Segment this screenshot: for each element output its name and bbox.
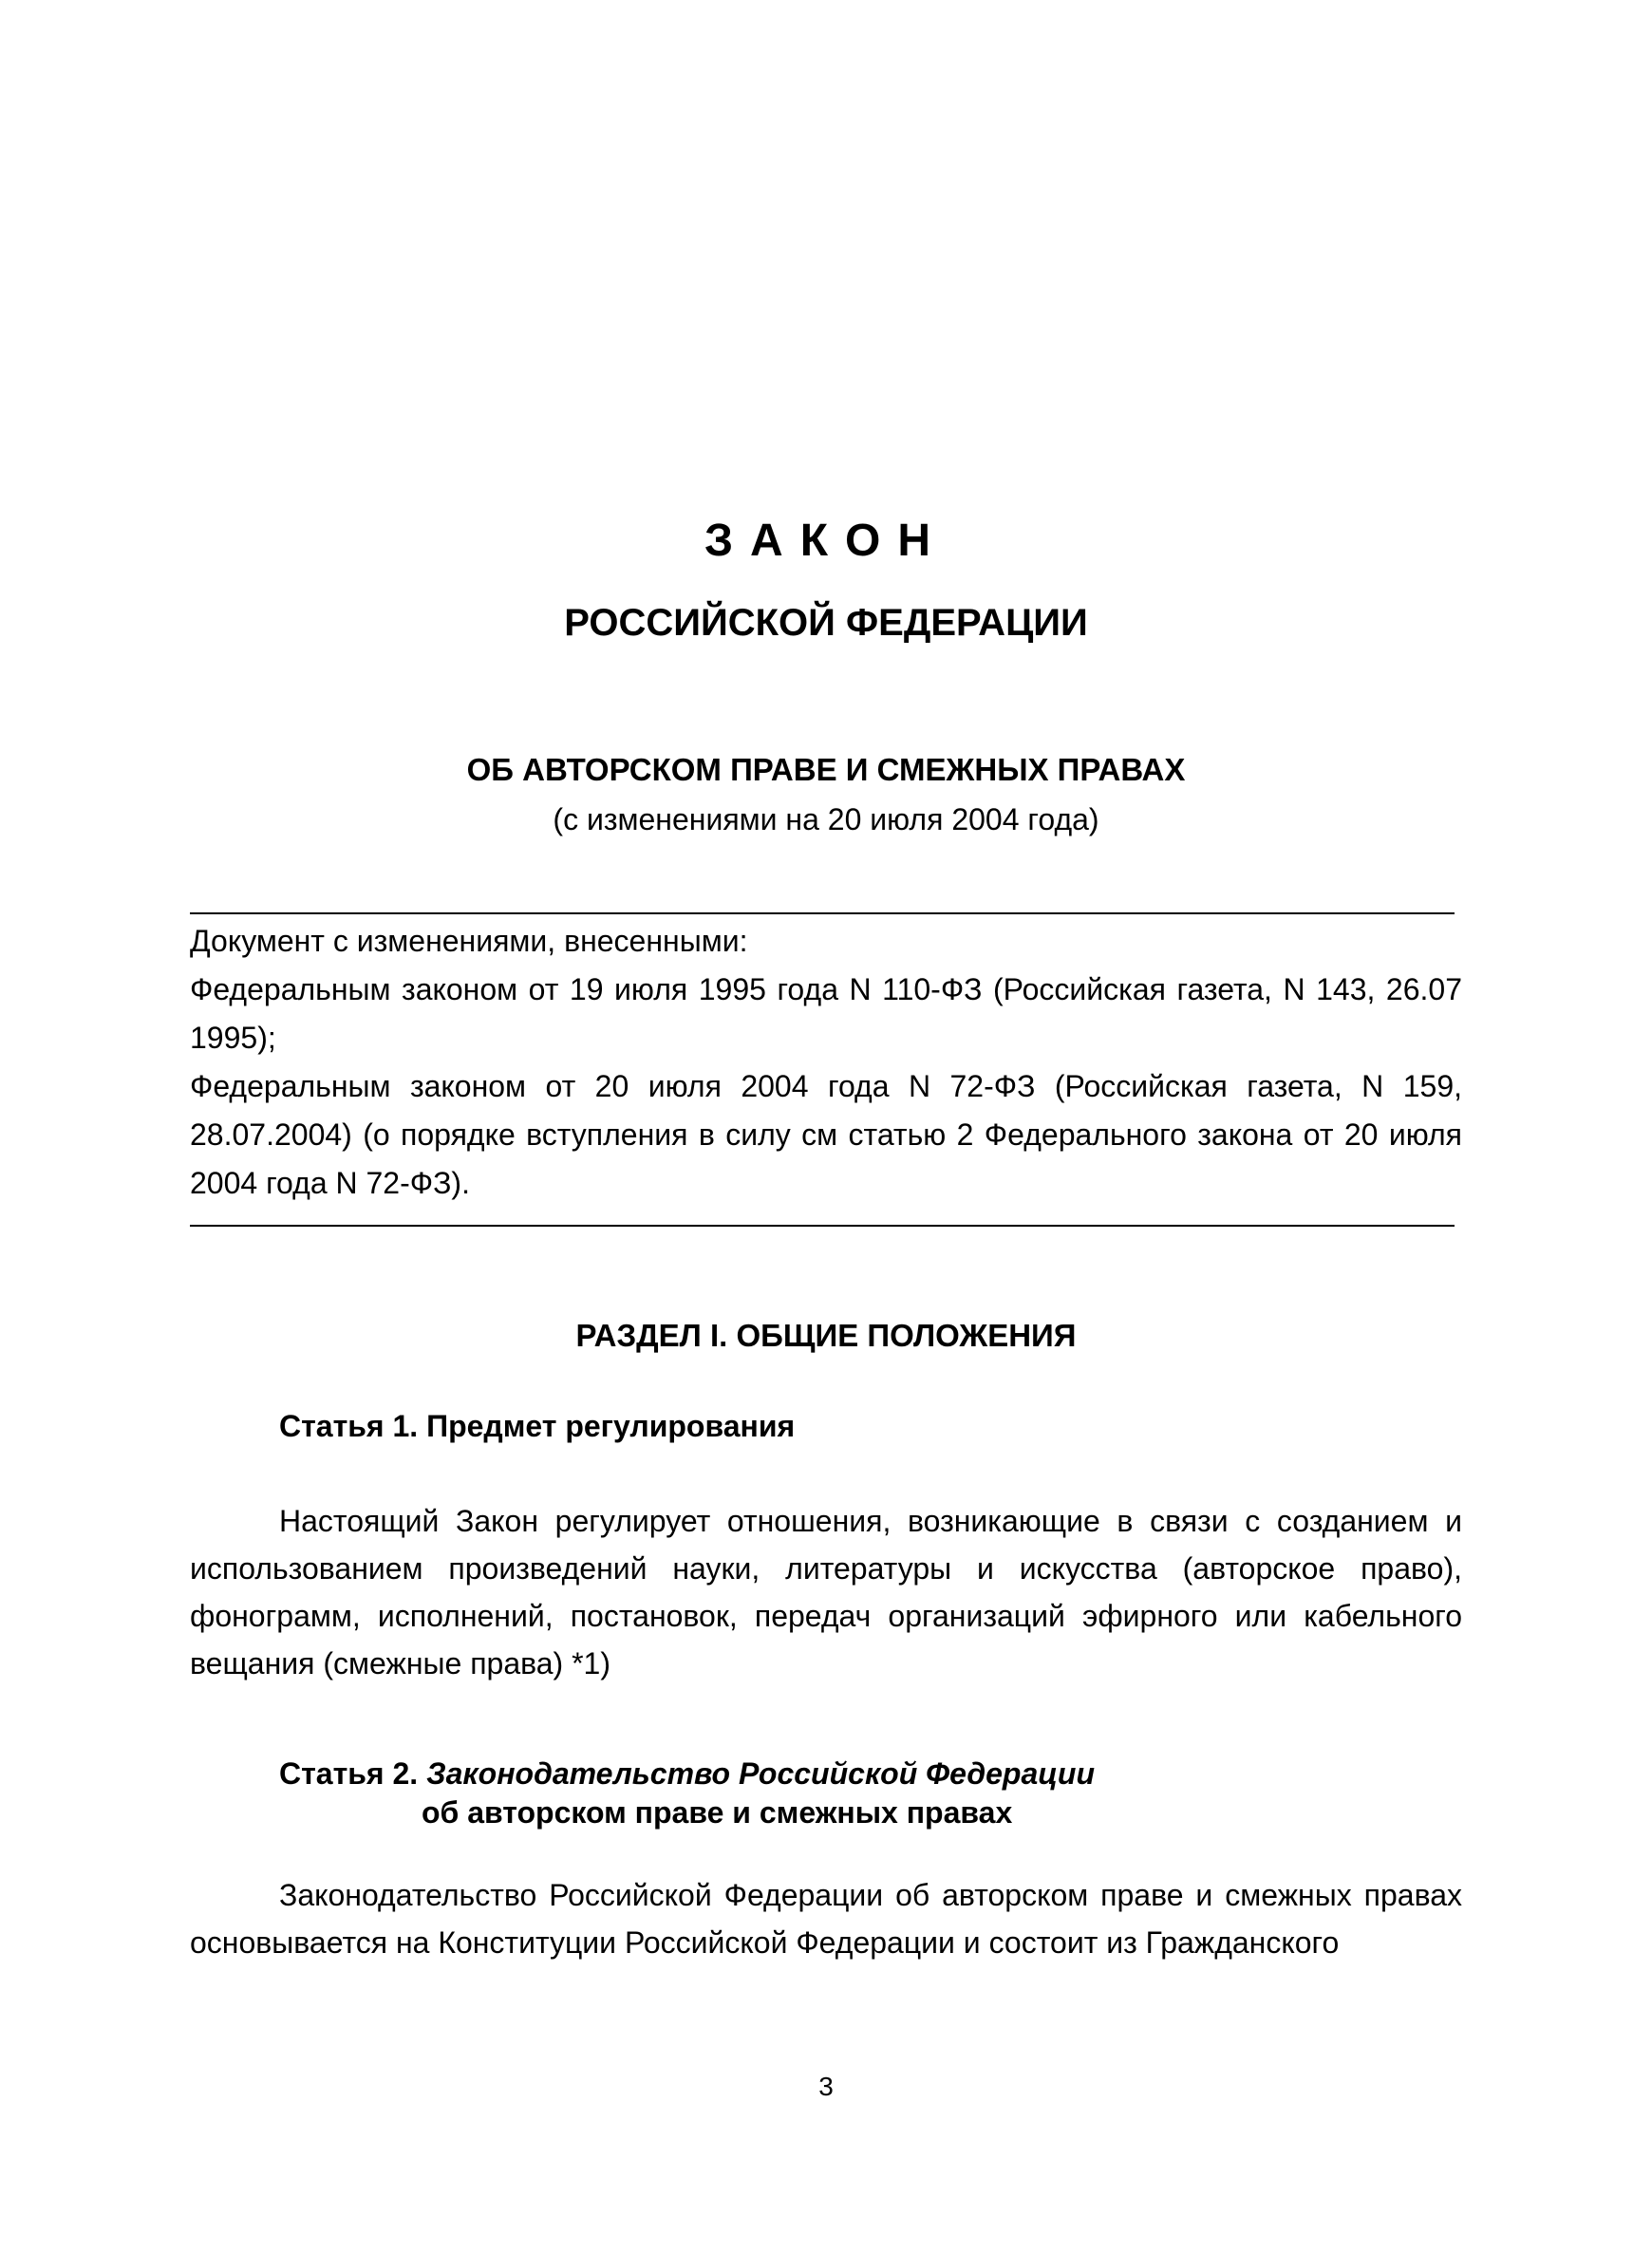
article-number: Статья 2. xyxy=(279,1756,419,1791)
article-title-continuation: об авторском праве и смежных правах xyxy=(422,1795,1013,1830)
article-heading xyxy=(279,1755,1456,1832)
document-title: ЗАКОН xyxy=(704,516,948,566)
law-name: ОБ АВТОРСКОМ ПРАВЕ И СМЕЖНЫХ ПРАВАХ xyxy=(466,752,1186,787)
changes-item: Федеральным законом от 19 июля 1995 года N 110-ФЗ (Российская газета, N 143, 26.07 1995); xyxy=(190,972,1462,1055)
page-number: 3 xyxy=(818,2072,834,2101)
changes-item: Федеральным законом от 20 июля 2004 года N 72-ФЗ (Российская газета, N 159, 28.07.2004) (о порядке вступления в силу см статью 2 Федерального закона от 20 июля 2004 года N 72-ФЗ). xyxy=(190,1069,1462,1200)
section-title: РАЗДЕЛ I. ОБЩИЕ ПОЛОЖЕНИЯ xyxy=(575,1318,1077,1353)
divider-top xyxy=(190,912,1455,914)
divider-bottom xyxy=(190,1225,1455,1227)
article-text: Законодательство Российской Федерации об авторском праве и смежных правах основывается на Конституции Российской Федерации и состоит из Гражданского xyxy=(190,1878,1462,1960)
article-title: Законодательство Российской Федерации xyxy=(426,1756,1095,1791)
article-title: Предмет регулирования xyxy=(426,1409,796,1443)
article-text: Настоящий Закон регулирует отношения, возникающие в связи с созданием и использованием произведений науки, литературы и искусства (авторское право), фонограмм, исполнений, постановок, передач организаций эфирного или кабельного вещания (смежные права) *1) xyxy=(190,1504,1462,1680)
changes-block xyxy=(190,917,1462,1208)
changes-intro: Документ с изменениями, внесенными: xyxy=(190,924,748,958)
article-number: Статья 1. xyxy=(279,1409,419,1443)
article-heading xyxy=(279,1407,1456,1446)
document-subtitle: РОССИЙСКОЙ ФЕДЕРАЦИИ xyxy=(564,602,1088,644)
law-edition: (с изменениями на 20 июля 2004 года) xyxy=(553,802,1099,836)
